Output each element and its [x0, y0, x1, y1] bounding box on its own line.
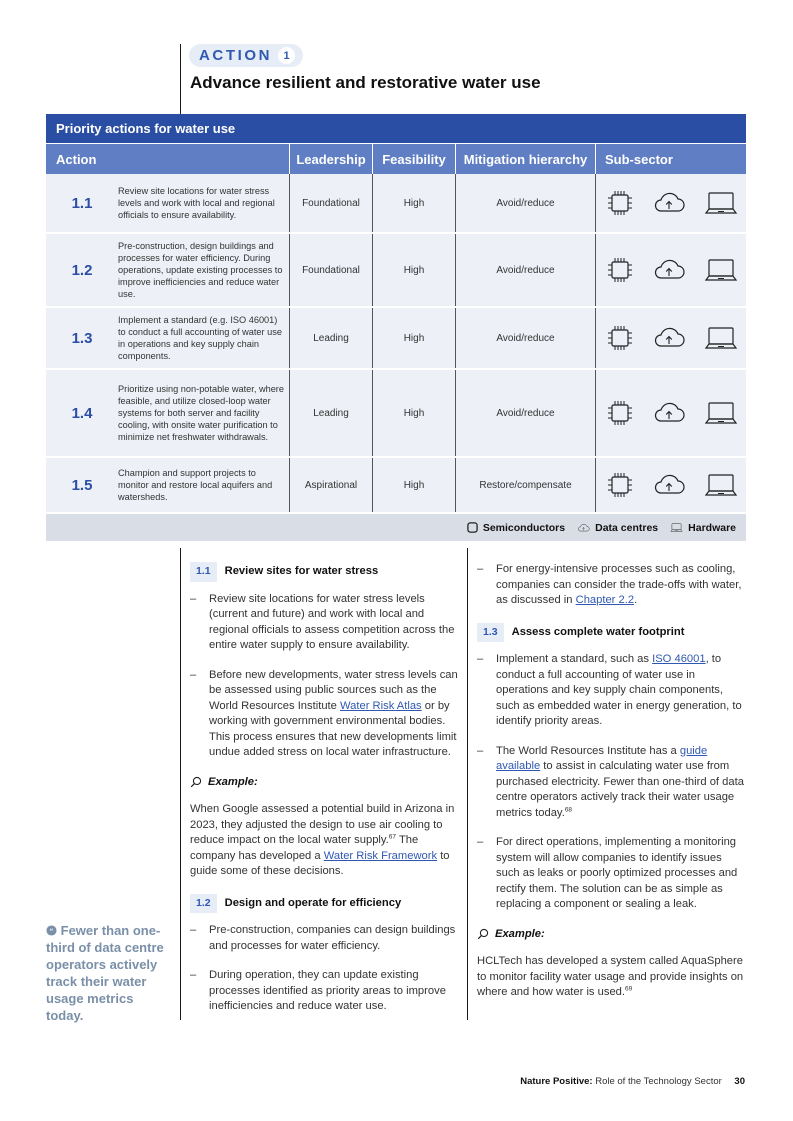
- cloud-upload-icon: [652, 326, 686, 350]
- feasibility-cell: High: [373, 174, 456, 232]
- chip-icon: [606, 471, 634, 499]
- cloud-upload-icon: [652, 401, 686, 425]
- bullet-text: For direct operations, implementing a monitoring system will allow companies to identify issues such as leaks or poorly optimized processes and rectify them. The solution can be as simple as replacing a component or sealing a leak.: [496, 836, 738, 910]
- section-title: Review sites for water stress: [224, 565, 379, 577]
- search-icon: [477, 928, 489, 940]
- action-number: 1: [278, 47, 295, 64]
- subsector-icons: [596, 458, 746, 512]
- chip-icon: [606, 399, 634, 427]
- bullet-text: For energy-intensive processes such as cooling, companies can consider the trade-offs with water, as discussed in: [496, 563, 742, 606]
- action-description: Implement a standard (e.g. ISO 46001) to conduct a full accounting of water use in operations and key supply chain components.: [118, 315, 282, 361]
- mitigation-cell: Avoid/reduce: [456, 234, 596, 306]
- column-rule-right: [467, 548, 468, 1020]
- bullet-text: , to conduct a full accounting of water use in operations and key supply chain components, such as embedded water in energy generation, to identify priority areas.: [496, 653, 742, 727]
- bullet-item: – Review site locations for water stress levels (current and future) and work with local and regional officials to assess competition across the entire water supply to ensure availability.: [190, 592, 462, 654]
- legend-label: Data centres: [595, 521, 659, 534]
- svg-text:“: “: [49, 926, 54, 936]
- leadership-cell: Leading: [290, 370, 373, 456]
- table-row: [46, 308, 746, 370]
- laptop-icon: [704, 257, 738, 283]
- laptop-icon: [704, 190, 738, 216]
- table-row: [46, 234, 746, 308]
- laptop-icon: [704, 472, 738, 498]
- feasibility-cell: High: [373, 458, 456, 512]
- page-title: Advance resilient and restorative water use: [190, 73, 541, 92]
- water-risk-atlas-link[interactable]: Water Risk Atlas: [340, 699, 422, 712]
- bullet-text: During operation, they can update existing processes identified as priority areas to improve inefficiencies and reduce water use.: [209, 969, 446, 1012]
- quote-icon: [46, 925, 57, 936]
- bullet-text: Review site locations for water stress levels (current and future) and work with local and regional officials to assess competition across the entire water supply to ensure availability.: [209, 592, 455, 651]
- pull-quote: [46, 922, 166, 1024]
- action-description: Prioritize using non-potable water, where feasible, and utilize closed-loop water systems for both server and facility cooling, with onsite water purification to minimize net freshwater withdrawals.: [118, 384, 284, 442]
- header-vertical-rule: [180, 44, 181, 114]
- example-label-text: Example:: [495, 927, 545, 940]
- column-header-subsector: Sub-sector: [605, 151, 673, 167]
- water-risk-framework-link[interactable]: Water Risk Framework: [323, 849, 438, 862]
- action-number-cell: 1.3: [71, 329, 93, 347]
- subsector-icons: [596, 174, 746, 232]
- subsector-legend: [46, 514, 746, 541]
- bullet-text: Pre-construction, companies can design buildings and processes for water efficiency.: [209, 924, 456, 952]
- pull-quote-text: Fewer than one-third of data centre operators actively track their water usage metrics today.: [46, 923, 164, 1023]
- table-header-row: [46, 144, 746, 174]
- page-footer: [520, 1076, 745, 1087]
- example-text: to guide some of these decisions.: [190, 849, 450, 877]
- laptop-icon: [704, 400, 738, 426]
- leadership-cell: Foundational: [290, 234, 373, 306]
- column-header-feasibility: Feasibility: [373, 144, 456, 174]
- priority-actions-table: [46, 114, 746, 541]
- chip-icon: [606, 189, 634, 217]
- chip-icon: [606, 324, 634, 352]
- bullet-text: or by working with government environmental bodies. This process ensures that new developments limit undue added stress on local water infrastructure.: [209, 699, 457, 758]
- table-row: [46, 370, 746, 458]
- bullet-item: – For energy-intensive processes such as cooling, companies can consider the trade-offs with water, as discussed in Chapter 2.2.: [477, 563, 742, 606]
- column-header-leadership: Leadership: [290, 144, 373, 174]
- table-title: Priority actions for water use: [46, 114, 746, 143]
- cloud-upload-icon: [652, 258, 686, 282]
- action-number-cell: 1.4: [71, 404, 93, 422]
- section-heading-1-1: [190, 562, 462, 582]
- subsector-icons: [596, 234, 746, 306]
- bullet-text: .: [634, 594, 638, 606]
- bullet-item: – Implement a standard, such as ISO 46001, to conduct a full accounting of water use in operations and key supply chain components, such as embedded water in energy generation, to identify priority areas.: [477, 653, 742, 727]
- iso-46001-link[interactable]: ISO 46001: [652, 653, 706, 665]
- footnote-ref: 67: [388, 833, 397, 841]
- action-number-cell: 1.1: [71, 194, 93, 212]
- feasibility-cell: High: [373, 370, 456, 456]
- example-label: [190, 775, 462, 791]
- mitigation-cell: Restore/compensate: [456, 458, 596, 512]
- leadership-cell: Aspirational: [290, 458, 373, 512]
- section-heading-1-2: [190, 894, 462, 914]
- subsector-icons: [596, 308, 746, 368]
- legend-label: Hardware: [688, 521, 736, 534]
- leadership-cell: Leading: [290, 308, 373, 368]
- bullet-text: Implement a standard, such as: [496, 653, 649, 665]
- section-title: Assess complete water footprint: [511, 625, 685, 638]
- example-text: When Google assessed a potential build in Arizona in 2023, they adjusted the design to use air cooling to reduce impact on the local water supply.: [190, 803, 455, 846]
- example-text: The company has developed a: [190, 834, 419, 862]
- feasibility-cell: High: [373, 234, 456, 306]
- leadership-cell: Foundational: [290, 174, 373, 232]
- action-word: ACTION: [199, 47, 273, 64]
- section-tag: 1.2: [190, 894, 217, 914]
- footnote-ref: 68: [564, 805, 573, 813]
- section-tag: 1.1: [190, 562, 217, 582]
- bullet-item: – The World Resources Institute has a guide available to assist in calculating water use from purchased electricity. Fewer than one-third of data centre operators actively track their water usage metrics today.$^{68}$: [477, 744, 744, 819]
- action-number-cell: 1.2: [71, 261, 93, 279]
- laptop-icon: [704, 325, 738, 351]
- cloud-upload-icon: [652, 473, 686, 497]
- report-subtitle: Role of the Technology Sector: [595, 1076, 722, 1087]
- left-text-column: [190, 562, 462, 1029]
- chapter-2-2-link[interactable]: Chapter 2.2: [575, 594, 635, 606]
- section-heading-1-3: [477, 623, 747, 643]
- laptop-icon: [670, 522, 683, 533]
- bullet-item: – Pre-construction, companies can design buildings and processes for water efficiency.: [190, 923, 462, 954]
- table-row: [46, 174, 746, 234]
- action-number-cell: 1.5: [71, 476, 93, 494]
- bullet-item: – During operation, they can update existing processes identified as priority areas to improve inefficiencies and reduce water use.: [190, 968, 462, 1015]
- search-icon: [190, 776, 202, 788]
- bullet-text: to assist in calculating water use from purchased electricity. Fewer than one-third of data centre operators actively track their water usage metrics today.: [496, 760, 744, 819]
- page-number: 30: [734, 1076, 745, 1087]
- column-rule-left: [180, 548, 181, 1020]
- column-header-action: Action: [46, 144, 290, 174]
- example-label-text: Example:: [208, 775, 258, 788]
- wri-guide-link[interactable]: guide available: [496, 744, 708, 772]
- action-description: Pre-construction, design buildings and processes for water efficiency. During operations, update existing processes to improve inefficiencies and reduce water use.: [118, 241, 283, 299]
- action-description: Champion and support projects to monitor and restore local aquifers and watersheds.: [118, 468, 273, 502]
- footnote-ref: 69: [625, 985, 633, 993]
- legend-label: Semiconductors: [482, 521, 566, 534]
- feasibility-cell: High: [373, 308, 456, 368]
- mitigation-cell: Avoid/reduce: [456, 370, 596, 456]
- section-tag: 1.3: [477, 623, 504, 643]
- cloud-upload-icon: [652, 191, 686, 215]
- bullet-item: – Before new developments, water stress levels can be assessed using public sources such as the World Resources Institute Water Risk Atlas or by working with government environmental bodies. This process ensures that new developments limit undue added stress on local water infrastructure.: [190, 668, 458, 758]
- legend-semiconductors: [467, 522, 565, 534]
- legend-hardware: [670, 522, 736, 534]
- legend-data-centres: [577, 522, 658, 534]
- column-header-mitigation: Mitigation hierarchy: [456, 144, 596, 174]
- bullet-text: Before new developments, water stress levels can be assessed using public sources such as the World Resources Institute: [209, 668, 458, 712]
- report-name: Nature Positive:: [520, 1076, 593, 1087]
- chip-icon: [606, 256, 634, 284]
- mitigation-cell: Avoid/reduce: [456, 174, 596, 232]
- section-title: Design and operate for efficiency: [224, 896, 402, 909]
- chip-icon: [467, 522, 478, 533]
- example-paragraph: [190, 802, 462, 880]
- mitigation-cell: Avoid/reduce: [456, 308, 596, 368]
- bullet-text: The World Resources Institute has a: [496, 744, 677, 757]
- right-text-column: [477, 562, 747, 1015]
- example-text: HCLTech has developed a system called AquaSphere to monitor facility water usage and provide insights on where and how water is used.: [477, 955, 744, 998]
- bullet-item: – For direct operations, implementing a monitoring system will allow companies to identify issues such as leaks or poorly optimized processes and rectify them. The solution can be as simple as replacing a component or sealing a leak.: [477, 835, 747, 913]
- subsector-icons: [596, 370, 746, 456]
- action-description: Review site locations for water stress levels and work with local and regional officials to ensure availability.: [118, 186, 275, 220]
- example-paragraph: [477, 954, 747, 1001]
- table-row: [46, 458, 746, 514]
- cloud-upload-icon: [577, 523, 590, 533]
- action-badge: [189, 44, 303, 67]
- example-label: [477, 927, 747, 943]
